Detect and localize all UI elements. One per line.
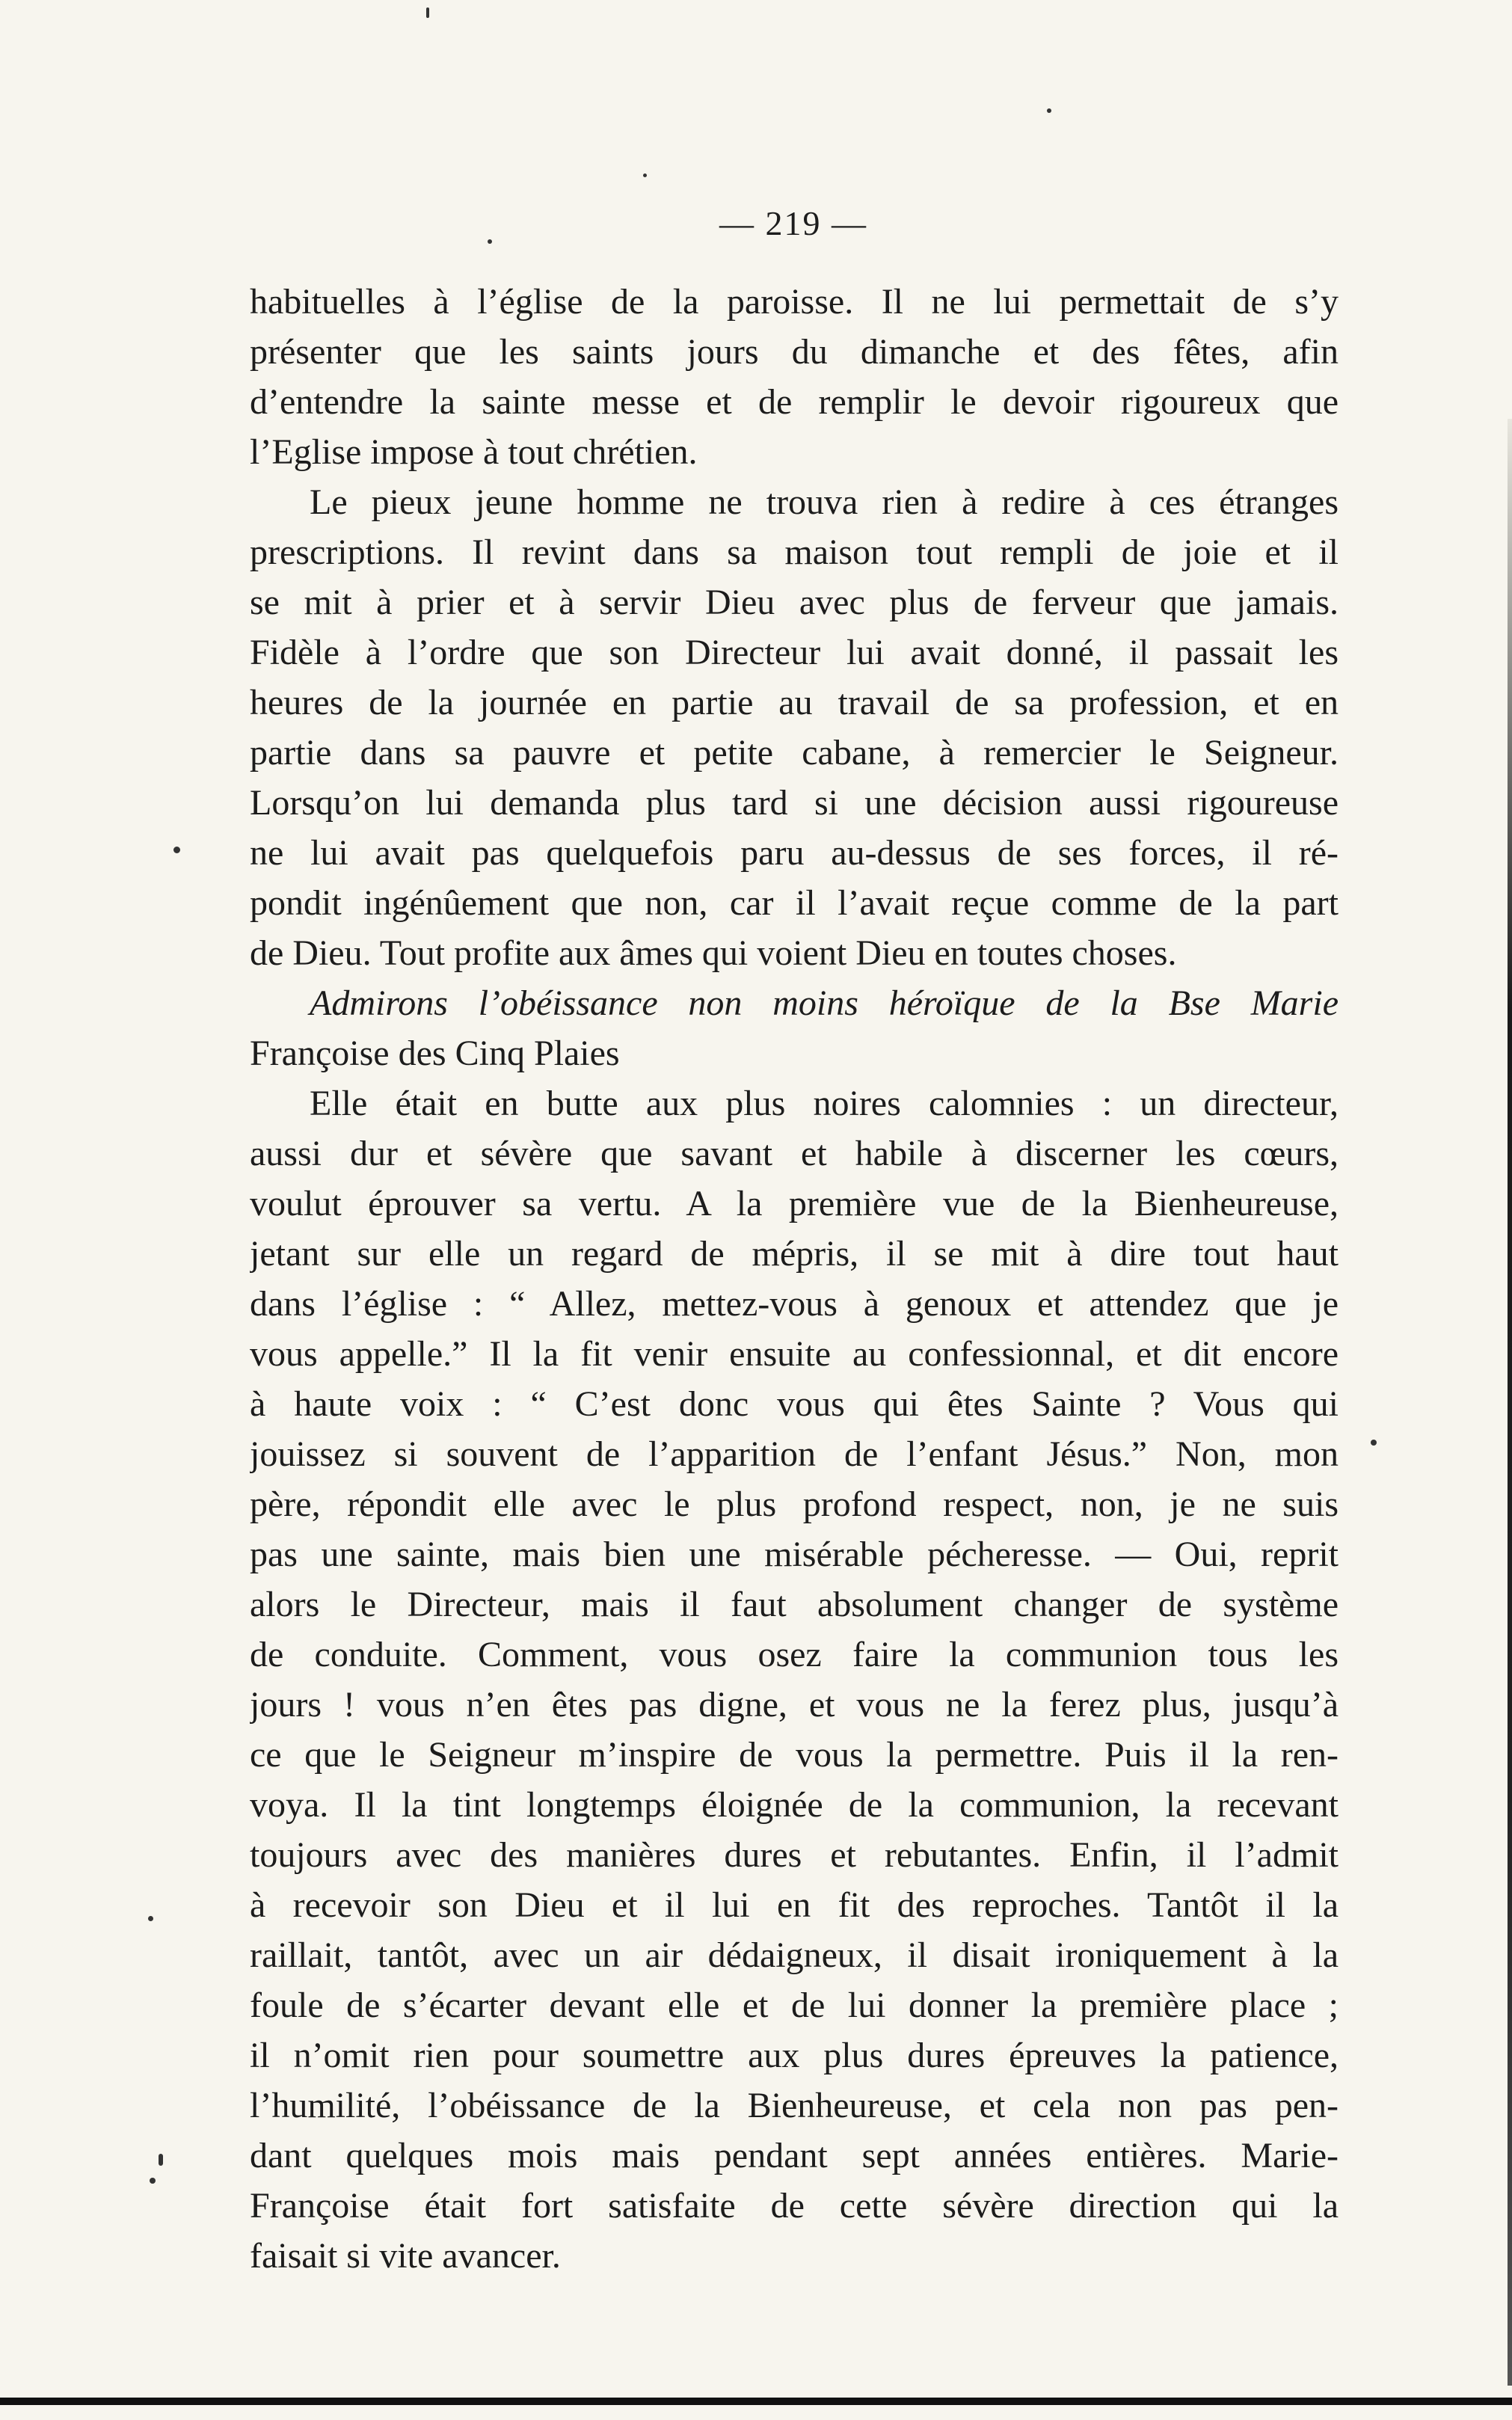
body-text (250, 277, 1339, 2281)
text-line: pas une sainte, mais bien une misérable pécheresse. — Oui, reprit (250, 1535, 1339, 1574)
text-line: Françoise des Cinq Plaies (250, 1034, 620, 1073)
text-line: Admirons l’obéissance non moins héroïque de la Bse Marie (310, 983, 1339, 1023)
text-line: vous appelle.” Il la fit venir ensuite au confessionnal, et dit encore (250, 1334, 1339, 1374)
text-line: alors le Directeur, mais il faut absolument changer de système (250, 1585, 1339, 1624)
text-line: heures de la journée en partie au travail de sa profession, et en (250, 683, 1339, 722)
scan-speck (1047, 108, 1051, 113)
text-line: dant quelques mois mais pendant sept années entières. Marie- (250, 2136, 1339, 2175)
text-line: foule de s’écarter devant elle et de lui donner la première place ; (250, 1986, 1339, 2025)
scan-speck (150, 2178, 156, 2184)
text-line: jouissez si souvent de l’apparition de l’enfant Jésus.” Non, mon (250, 1434, 1339, 1474)
text-line: de Dieu. Tout profite aux âmes qui voient Dieu en toutes choses. (250, 933, 1177, 973)
text-line: raillait, tantôt, avec un air dédaigneux, il disait ironiquement à la (250, 1935, 1339, 1975)
text-line: jours ! vous n’en êtes pas digne, et vous ne la ferez plus, jusqu’à (250, 1685, 1339, 1725)
text-line: à recevoir son Dieu et il lui en fit des reproches. Tantôt il la (250, 1885, 1339, 1925)
text-line: l’humilité, l’obéissance de la Bienheureuse, et cela non pas pen- (250, 2086, 1339, 2125)
text-line: partie dans sa pauvre et petite cabane, à remercier le Seigneur. (250, 733, 1339, 773)
bottom-scan-border (0, 2398, 1512, 2405)
text-line: aussi dur et sévère que savant et habile à discerner les cœurs, (250, 1134, 1339, 1173)
scan-speck (488, 239, 492, 244)
text-line: se mit à prier et à servir Dieu avec plus de ferveur que jamais. (250, 583, 1339, 622)
text-line: Le pieux jeune homme ne trouva rien à redire à ces étranges (310, 482, 1339, 522)
scan-speck (173, 847, 180, 853)
text-line: père, répondit elle avec le plus profond respect, non, je ne suis (250, 1484, 1339, 1524)
text-line: Françoise était fort satisfaite de cette sévère direction qui la (250, 2186, 1339, 2226)
text-line: il n’omit rien pour soumettre aux plus dures épreuves la patience, (250, 2036, 1339, 2075)
text-line: habituelles à l’église de la paroisse. Il ne lui permettait de s’y (250, 282, 1339, 322)
text-line: ne lui avait pas quelquefois paru au-dessus de ses forces, il ré- (250, 833, 1339, 873)
text-line: dans l’église : “ Allez, mettez-vous à genoux et attendez que je (250, 1284, 1339, 1324)
page-number: — 219 — (719, 204, 867, 242)
text-line: Fidèle à l’ordre que son Directeur lui avait donné, il passait les (250, 633, 1339, 672)
text-line: toujours avec des manières dures et rebutantes. Enfin, il l’admit (250, 1835, 1339, 1875)
scan-speck (1371, 1440, 1377, 1446)
text-line: présenter que les saints jours du dimanche et des fêtes, afin (250, 332, 1339, 372)
text-line: Elle était en butte aux plus noires calomnies : un directeur, (310, 1084, 1339, 1123)
text-line: à haute voix : “ C’est donc vous qui êtes Sainte ? Vous qui (250, 1384, 1339, 1424)
text-line: de conduite. Comment, vous osez faire la communion tous les (250, 1635, 1339, 1674)
text-line: faisait si vite avancer. (250, 2236, 561, 2276)
text-line: ce que le Seigneur m’inspire de vous la permettre. Puis il la ren- (250, 1735, 1339, 1775)
scan-speck (159, 2154, 163, 2166)
text-line: jetant sur elle un regard de mépris, il se mit à dire tout haut (250, 1234, 1339, 1274)
text-line: voya. Il la tint longtemps éloignée de la communion, la recevant (250, 1785, 1339, 1825)
text-line: Lorsqu’on lui demanda plus tard si une décision aussi rigoureuse (250, 783, 1339, 823)
scan-speck (643, 173, 647, 177)
text-line: l’Eglise impose à tout chrétien. (250, 432, 698, 472)
scan-speck (426, 7, 429, 18)
text-line: pondit ingénûement que non, car il l’avait reçue comme de la part (250, 883, 1339, 923)
text-line: d’entendre la sainte messe et de remplir le devoir rigoureux que (250, 382, 1339, 422)
text-line: voulut éprouver sa vertu. A la première vue de la Bienheureuse, (250, 1184, 1339, 1223)
page-edge-shadow (1508, 419, 1512, 2386)
scan-speck (148, 1916, 153, 1921)
text-line: prescriptions. Il revint dans sa maison tout rempli de joie et il (250, 532, 1339, 572)
